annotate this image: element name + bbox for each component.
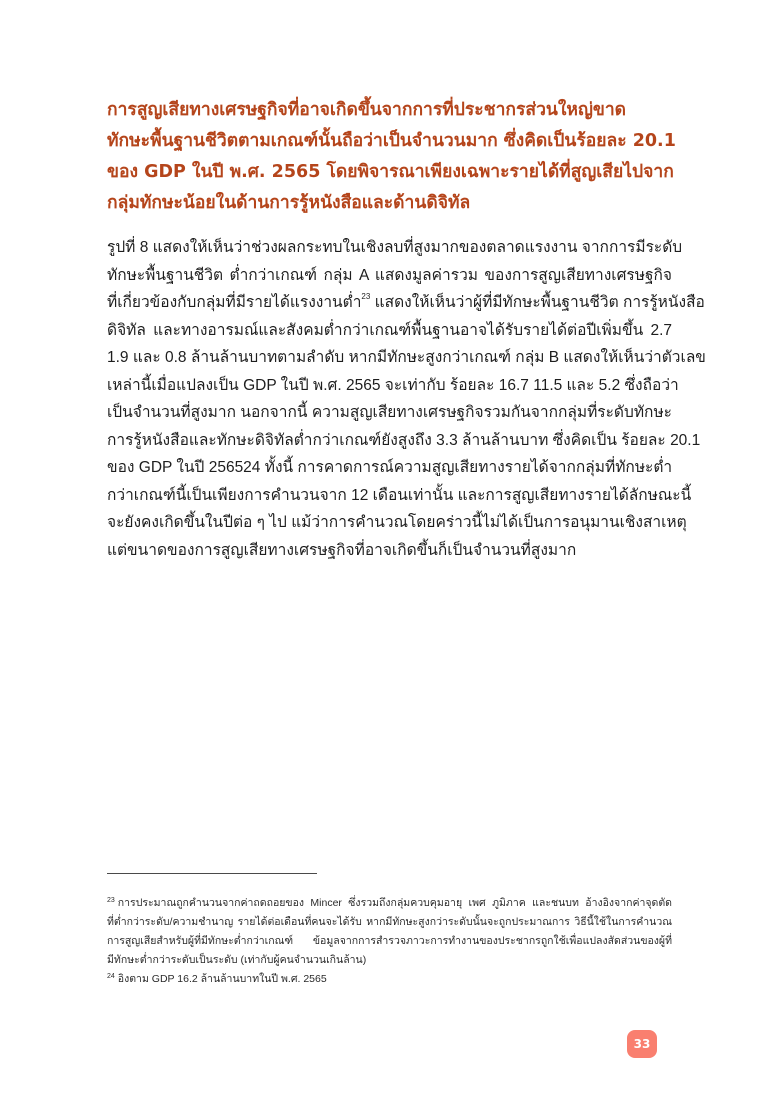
footnotes bbox=[107, 894, 672, 989]
heading-line: การสูญเสียทางเศรษฐกิจที่อาจเกิดขึ้นจากการที่ประชากรส่วนใหญ่ขาด bbox=[107, 100, 627, 120]
body-line: กว่าเกณฑ์นี้เป็นเพียงการคำนวนจาก 12 เดือนเท่านั้น และการสูญเสียทางรายได้ลักษณะนี้ bbox=[107, 486, 692, 504]
body-line: 1.9 และ 0.8 ล้านล้านบาทตามลำดับ หากมีทักษะสูงกว่าเกณฑ์ กลุ่ม B แสดงให้เห็นว่าตัวเลข bbox=[107, 349, 706, 366]
body-line: ดิจิทัล และทางอารมณ์และสังคมต่ำกว่าเกณฑ์พื้นฐานอาจได้รับรายได้ต่อปีเพิ่มขึ้น 2.7 bbox=[107, 321, 672, 339]
section-heading bbox=[107, 95, 676, 219]
footnote-24 bbox=[107, 970, 672, 989]
footnote-ref-23[interactable]: 23 bbox=[361, 291, 371, 301]
footnote-number: 23 bbox=[107, 896, 115, 904]
body-line: รูปที่ 8 แสดงให้เห็นว่าช่วงผลกระทบในเชิงลบที่สูงมากของตลาดแรงงาน จากการมีระดับ bbox=[107, 239, 683, 256]
body-line: การรู้หนังสือและทักษะดิจิทัลต่ำกว่าเกณฑ์ยังสูงถึง 3.3 ล้านล้านบาท ซึ่งคิดเป็น ร้อยละ 20.1 bbox=[107, 431, 701, 449]
footnote-line: การสูญเสียสำหรับผู้ที่มีทักษะต่ำกว่าเกณฑ์ ข้อมูลจากการสำรวจภาวะการทำงานของประชากรถูกใช้เพื่อแปลงสัดส่วนของผู้ที่ bbox=[107, 935, 672, 947]
body-line-text: ที่เกี่ยวข้องกับกลุ่มที่มีรายได้แรงงานต่ำ bbox=[107, 294, 362, 311]
heading-line: กลุ่มทักษะน้อยในด้านการรู้หนังสือและด้านดิจิทัล bbox=[107, 193, 471, 213]
body-paragraph bbox=[107, 234, 706, 564]
footnote-text: อิงตาม GDP 16.2 ล้านล้านบาทในปี พ.ศ. 2565 bbox=[117, 973, 327, 985]
body-line: ของ GDP ในปี 256524 ทั้งนี้ การคาดการณ์ความสูญเสียทางรายได้จากกลุ่มที่ทักษะต่ำ bbox=[107, 459, 673, 476]
heading-line: ทักษะพื้นฐานชีวิตตามเกณฑ์นั้นถือว่าเป็นจำนวนมาก ซึ่งคิดเป็นร้อยละ 20.1 bbox=[107, 131, 676, 151]
body-line: จะยังคงเกิดขึ้นในปีต่อ ๆ ไป แม้ว่าการคำนวณโดยคร่าวนี้ไม่ได้เป็นการอนุมานเชิงสาเหตุ bbox=[107, 514, 687, 531]
body-line-text: แสดงให้เห็นว่าผู้ที่มีทักษะพื้นฐานชีวิต การรู้หนังสือ bbox=[370, 294, 705, 311]
footnote-23 bbox=[107, 894, 672, 970]
body-line: เป็นจำนวนที่สูงมาก นอกจากนี้ ความสูญเสียทางเศรษฐกิจรวมกันจากกลุ่มที่ระดับทักษะ bbox=[107, 404, 672, 421]
footnote-line bbox=[107, 970, 672, 989]
footnote-divider bbox=[107, 873, 317, 874]
body-line: แต่ขนาดของการสูญเสียทางเศรษฐกิจที่อาจเกิดขึ้นก็เป็นจำนวนที่สูงมาก bbox=[107, 541, 577, 559]
body-line bbox=[107, 289, 705, 317]
body-line: ทักษะพื้นฐานชีวิต ต่ำกว่าเกณฑ์ กลุ่ม A แสดงมูลค่ารวม ของการสูญเสียทางเศรษฐกิจ bbox=[107, 266, 672, 284]
footnote-line bbox=[107, 894, 672, 913]
body-line: เหล่านี้เมื่อแปลงเป็น GDP ในปี พ.ศ. 2565 จะเท่ากับ ร้อยละ 16.7 11.5 และ 5.2 ซึ่งถือว่า bbox=[107, 376, 679, 394]
footnote-line: ที่ต่ำกว่าระดับ/ความชำนาญ รายได้ต่อเดือนที่คนจะได้รับ หากมีทักษะสูงกว่าระดับนั้นจะถูกประมาณการ วิธีนี้ใช้ในการคำนวณ bbox=[107, 916, 672, 928]
footnote-text: การประมาณถูกคำนวนจากค่าถดถอยของ Mincer ซึ่งรวมถึงกลุ่มควบคุมอายุ เพศ ภูมิภาค และชนบท อ้างอิงจากค่าจุดตัด bbox=[117, 897, 672, 909]
page-number-badge: 33 bbox=[627, 1030, 657, 1058]
heading-line: ของ GDP ในปี พ.ศ. 2565 โดยพิจารณาเพียงเฉพาะรายได้ที่สูญเสียไปจาก bbox=[107, 162, 674, 182]
footnote-line: มีทักษะต่ำกว่าระดับเป็นระดับ (เท่ากับผู้คนจำนวนเกินล้าน) bbox=[107, 954, 367, 966]
footnote-number: 24 bbox=[107, 972, 115, 980]
